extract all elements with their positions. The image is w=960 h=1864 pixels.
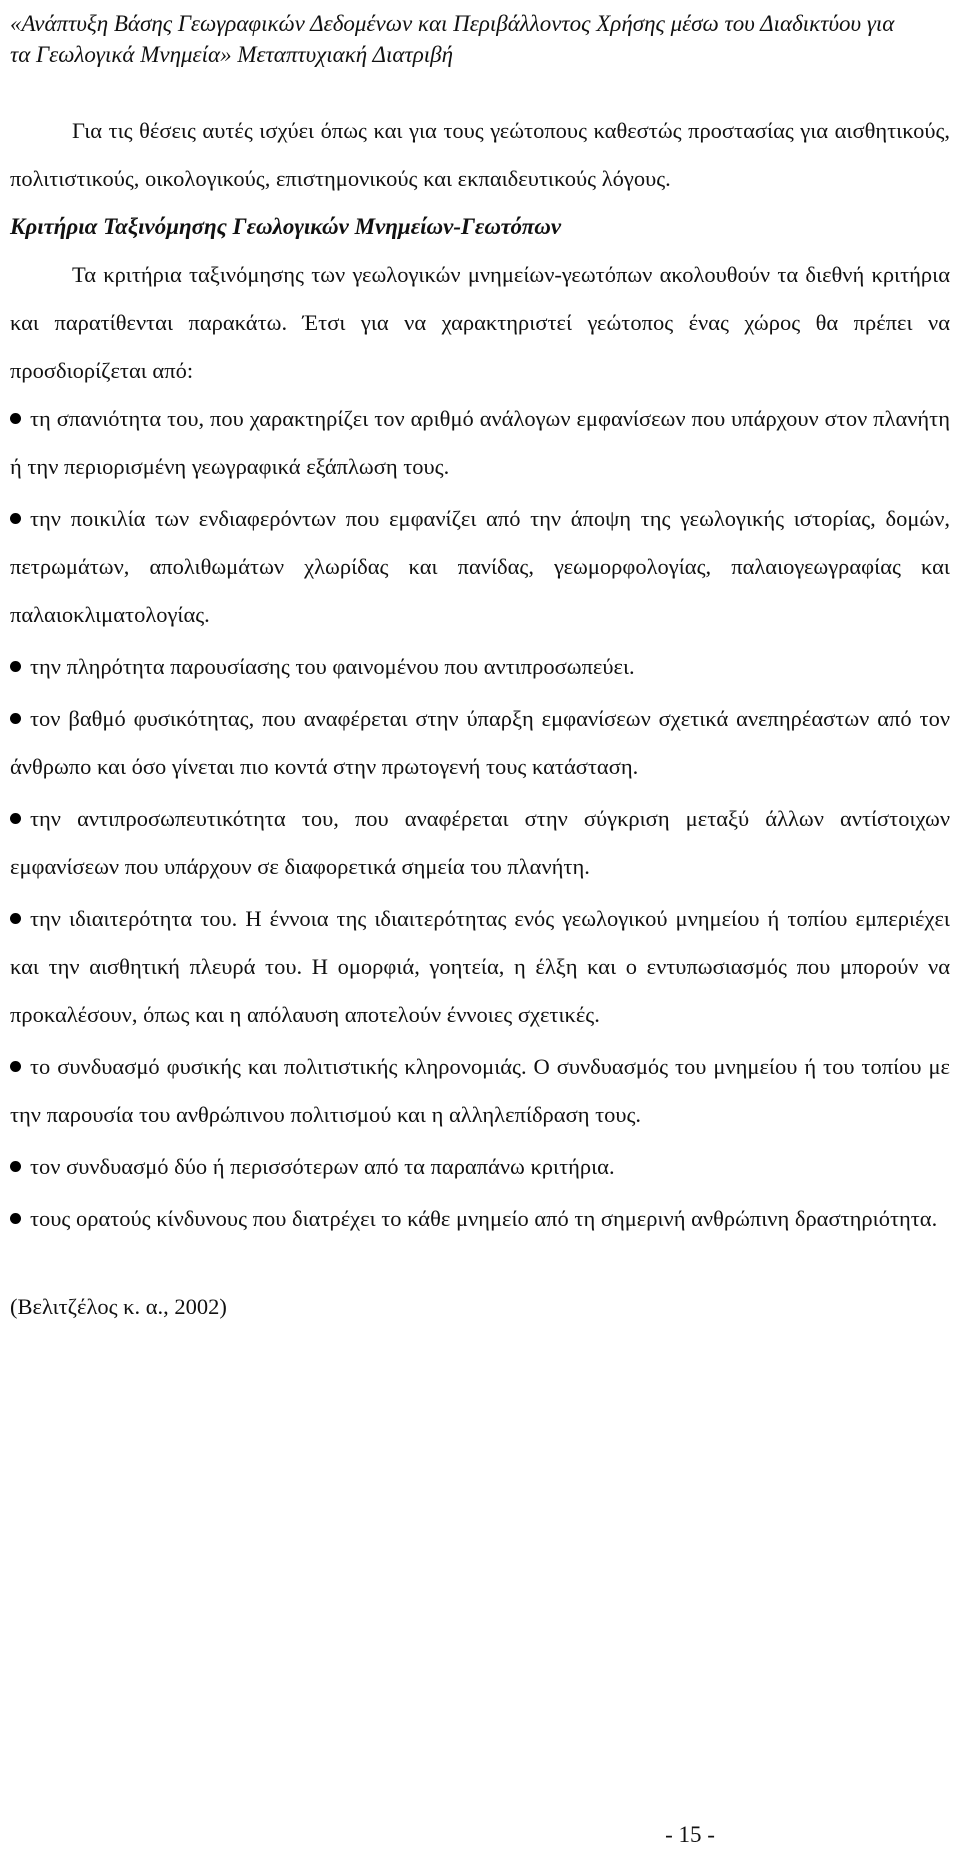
criteria-item-text: τους ορατούς κίνδυνους που διατρέχει το κάθε μνημείο από τη σημερινή ανθρώπινη δραστηριότητα. (30, 1206, 938, 1231)
bullet-icon (10, 813, 21, 824)
criteria-item (10, 395, 950, 491)
criteria-item (10, 643, 950, 691)
bullet-icon (10, 913, 21, 924)
criteria-item (10, 1143, 950, 1191)
criteria-item (10, 1195, 950, 1243)
bullet-icon (10, 661, 21, 672)
bullet-icon (10, 713, 21, 724)
bullet-icon (10, 1213, 21, 1224)
page-number: - 15 - (665, 1822, 715, 1847)
criteria-item-text: την ιδιαιτερότητα του. Η έννοια της ιδιαιτερότητας ενός γεωλογικού μνημείου ή τοπίου εμπεριέχει και την αισθητική πλευρά του. Η ομορφιά, γοητεία, η έλξη και ο εντυπωσιασμός που μπορούν να προκαλέσουν, όπως και η απόλαυση αποτελούν έννοιες σχετικές. (10, 906, 950, 1027)
bullet-icon (10, 513, 21, 524)
criteria-item-text: το συνδυασμό φυσικής και πολιτιστικής κληρονομιάς. Ο συνδυασμός του μνημείου ή του τοπίου με την παρουσία του ανθρώπινου πολιτισμού και η αλληλεπίδραση τους. (10, 1054, 950, 1127)
criteria-item-text: την αντιπροσωπευτικότητα του, που αναφέρεται στην σύγκριση μεταξύ άλλων αντίστοιχων εμφανίσεων που υπάρχουν σε διαφορετικά σημεία του πλανήτη. (10, 806, 950, 879)
criteria-item (10, 895, 950, 1039)
intro-paragraph: Για τις θέσεις αυτές ισχύει όπως και για τους γεώτοπους καθεστώς προστασίας για αισθητικούς, πολιτιστικούς, οικολογικούς, επιστημονικούς και εκπαιδευτικούς λόγους. (10, 118, 950, 191)
criteria-item (10, 695, 950, 791)
criteria-item-text: τον βαθμό φυσικότητας, που αναφέρεται στην ύπαρξη εμφανίσεων σχετικά ανεπηρέαστων από τον άνθρωπο και όσο γίνεται πιο κοντά στην πρωτογενή τους κατάσταση. (10, 706, 950, 779)
criteria-item (10, 795, 950, 891)
section-paragraph: Τα κριτήρια ταξινόμησης των γεωλογικών μνημείων-γεωτόπων ακολουθούν τα διεθνή κριτήρια και παρατίθενται παρακάτω. Έτσι για να χαρακτηριστεί γεώτοπος ένας χώρος θα πρέπει να προσδιορίζεται από: (10, 262, 950, 383)
citation: (Βελιτζέλος κ. α., 2002) (10, 1294, 227, 1319)
bullet-icon (10, 413, 21, 424)
criteria-item-text: τον συνδυασμό δύο ή περισσότερων από τα παραπάνω κριτήρια. (30, 1154, 615, 1179)
criteria-item (10, 1043, 950, 1139)
header-line-2: τα Γεωλογικά Μνημεία» Μεταπτυχιακή Διατριβή (10, 42, 454, 67)
criteria-list (10, 395, 950, 1243)
criteria-item-text: την ποικιλία των ενδιαφερόντων που εμφανίζει από την άποψη της γεωλογικής ιστορίας, δομών, πετρωμάτων, απολιθωμάτων χλωρίδας και πανίδας, γεωμορφολογίας, παλαιογεωγραφίας και παλαιοκλιματολογίας. (10, 506, 950, 627)
document-body (10, 107, 950, 1331)
running-header (10, 8, 955, 70)
bullet-icon (10, 1061, 21, 1072)
header-line-1: «Ανάπτυξη Βάσης Γεωγραφικών Δεδομένων και Περιβάλλοντος Χρήσης μέσω του Διαδικτύου για (10, 11, 895, 36)
criteria-item-text: την πληρότητα παρουσίασης του φαινομένου που αντιπροσωπεύει. (30, 654, 635, 679)
bullet-icon (10, 1161, 21, 1172)
criteria-item (10, 495, 950, 639)
section-heading: Κριτήρια Ταξινόμησης Γεωλογικών Μνημείων-Γεωτόπων (10, 214, 562, 239)
criteria-item-text: τη σπανιότητα του, που χαρακτηρίζει τον αριθμό ανάλογων εμφανίσεων που υπάρχουν στον πλανήτη ή την περιορισμένη γεωγραφικά εξάπλωση τους. (10, 406, 950, 479)
